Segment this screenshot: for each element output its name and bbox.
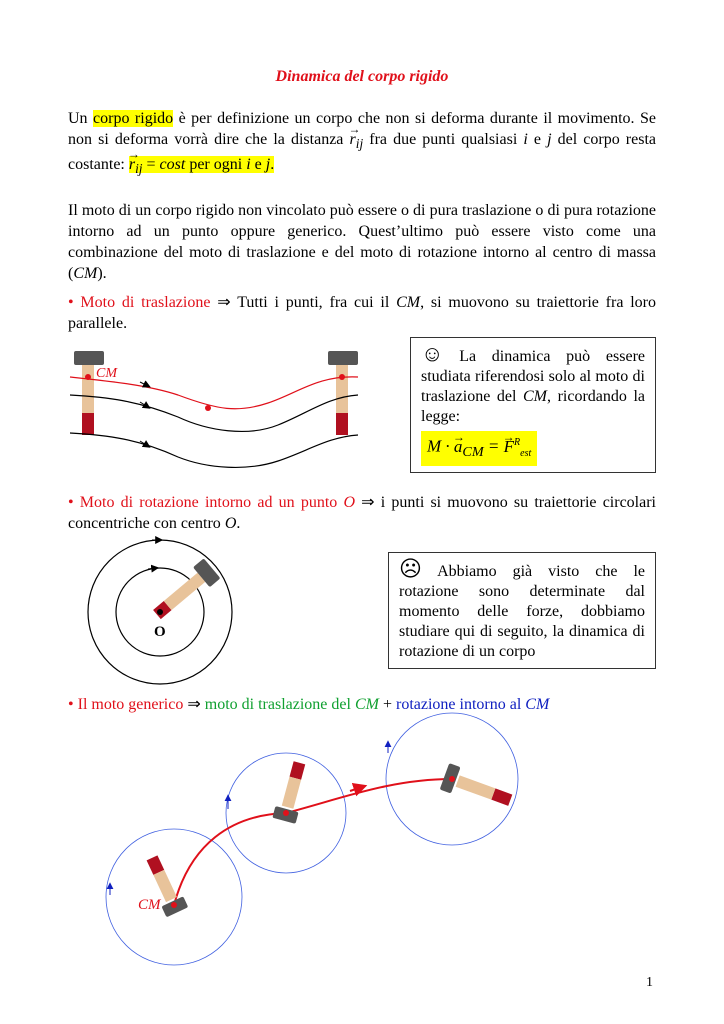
motion-paragraph: Il moto di un corpo rigido non vincolato può essere o di pura traslazione o di pura rotazione intorno ad un punto oppure generico. Quest’ultimo può essere visto come una combinazione del moto di traslazione e del moto di rotazione intorno al centro di massa (CM). [68, 202, 656, 282]
cm-label: CM [96, 366, 117, 381]
trajectory-1 [70, 395, 358, 431]
rij-vector: → $r_{ij}$ [350, 129, 364, 154]
corpo-rigido-highlight: corpo rigido [93, 110, 174, 127]
rotation-figure [86, 540, 246, 690]
origin-label: O [154, 624, 166, 640]
newton-law-formula: M · → $a_{CM}$ = → $F^R_{est}$ [421, 431, 537, 466]
page-title: Dinamica del corpo rigido [275, 68, 449, 85]
trajectory-2 [70, 433, 358, 467]
cm-trajectory [70, 377, 358, 409]
rotation-bullet: • Moto di rotazione intorno ad un punto O ⇒ i punti si muovono su traiettorie circolari concentriche con centro O. [68, 494, 656, 532]
generic-bullet: • Il moto generico ⇒ moto di traslazione del CM + rotazione intorno al CM [68, 696, 550, 713]
constant-distance-formula: → $r_{ij} = \cos t$ per ogni i e j. [129, 156, 274, 173]
translation-figure [68, 345, 368, 465]
frown-icon: ☹ [399, 556, 422, 581]
cm-figure-label: CM [138, 897, 161, 913]
translation-label: Moto di traslazione [73, 294, 211, 311]
rotation-info-box: ☹ Abbiamo già visto che le rotazione sono determinate dal momento delle forze, dobbiamo studiare qui di seguito, la dinamica di rotazione di un corpo [388, 552, 656, 669]
translation-bullet: • Moto di traslazione ⇒ Tutti i punti, fra cui il CM, si muovono su traiettorie fra loro parallele. [68, 294, 657, 332]
translation-info-box: ☺ La dinamica può essere studiata riferendosi solo al moto di traslazione del CM, ricordando la legge: M · → $a_{CM}$ = → $F^R_{est}$ [410, 337, 656, 473]
cm-path [174, 779, 452, 905]
generic-motion-figure [100, 725, 540, 970]
smiley-icon: ☺ [421, 341, 444, 366]
intro-paragraph: Un corpo rigido è per definizione un corpo che non si deforma durante il movimento. Se non si deforma vorrà dire che la distanza → $r_{ij}$ fra due punti qualsiasi i e j del corpo resta costante: → $r_{ij} = \cos t$ per ogni i e j. [68, 108, 656, 179]
hammer-2 [272, 760, 311, 824]
hammer-head-right [328, 351, 358, 365]
hammer-head-left [74, 351, 104, 365]
hammer-3 [440, 763, 515, 813]
page-number: 1 [646, 975, 653, 990]
